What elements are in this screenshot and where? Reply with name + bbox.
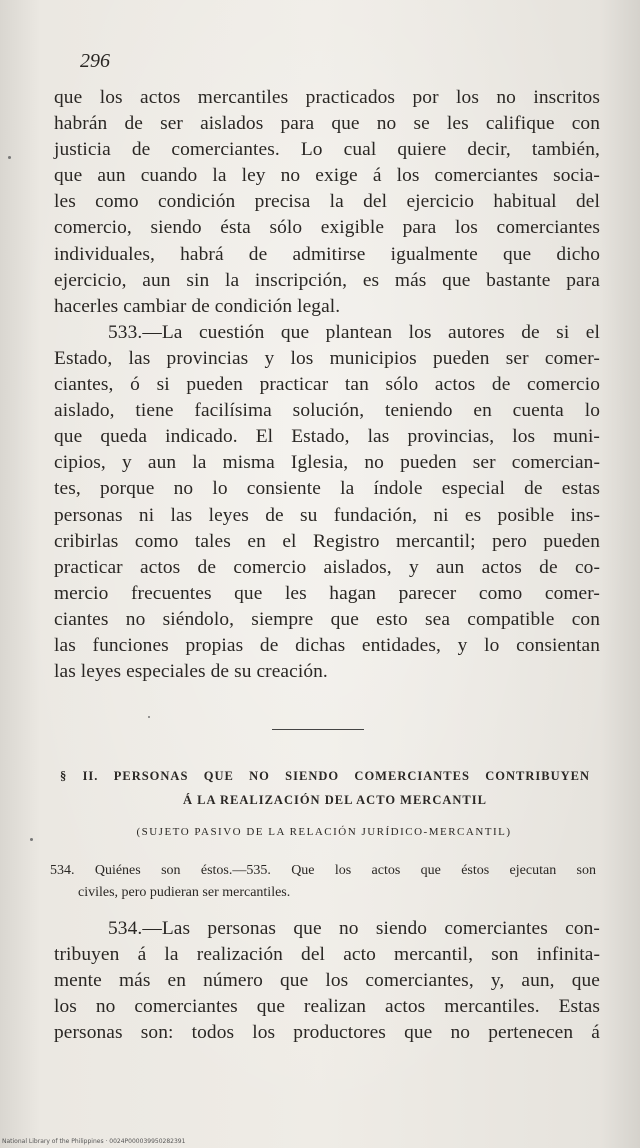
text-line: las funciones propias de dichas entidades, y lo consientan [54,634,600,656]
text-line: Estado, las provincias y los municipios pueden ser comer- [54,347,600,369]
text-line: los no comerciantes que realizan actos mercantiles. Estas [54,996,600,1018]
text-line: cipios, y aun la misma Iglesia, no pueden ser comercian- [54,452,600,474]
scan-speck [148,716,150,718]
text-line: que aun cuando la ley no exige á los comerciantes socia- [54,165,600,187]
section-heading-line: Á LA REALIZACIÓN DEL ACTO MERCANTIL [183,793,487,807]
digitization-credit: National Library of the Philippines · 0024P000039950282391 [2,1138,186,1145]
summary-line: 534. Quiénes son éstos.—535. Que los actos que éstos ejecutan son [50,863,596,878]
text-line: tes, porque no lo consiente la índole especial de estas [54,478,600,500]
section-heading [60,764,590,812]
text-line: que queda indicado. El Estado, las provincias, los muni- [54,426,600,448]
section-heading-line: § II. PERSONAS QUE NO SIENDO COMERCIANTES CONTRIBUYEN [60,769,590,783]
paragraph-533-start: 533.—La cuestión que plantean los autores de si el [108,321,600,343]
text-line: tribuyen á la realización del acto mercantil, son infinita- [54,944,600,966]
text-line: comercio, siendo ésta sólo exigible para los comerciantes [54,217,600,239]
text-line: les como condición precisa la del ejercicio habitual del [54,191,600,213]
text-line: habrán de ser aislados para que no se les califique con [54,113,600,135]
page-number: 296 [80,50,110,72]
text-line: las leyes especiales de su creación. [54,661,328,683]
text-line: ejercicio, aun sin la inscripción, es más que bastante para [54,269,600,291]
summary-line: civiles, pero pudieran ser mercantiles. [78,885,291,900]
paragraph-534-start: 534.—Las personas que no siendo comerciantes con- [108,918,600,939]
scan-speck [8,156,11,159]
section-subheading: (SUJETO PASIVO DE LA RELACIÓN JURÍDICO-MERCANTIL) [136,826,512,838]
text-line: mente más en número que los comerciantes, y, aun, que [54,970,600,992]
text-line: cribirlas como tales en el Registro mercantil; pero pueden [54,530,600,552]
text-line: personas son: todos los productores que no pertenecen á [54,1022,600,1044]
text-line: ciantes, ó si pueden practicar tan sólo actos de comercio [54,374,600,396]
text-line: justicia de comerciantes. Lo cual quiere decir, también, [54,139,600,161]
text-line: personas ni las leyes de su fundación, ni es posible ins- [54,504,600,526]
paragraph-534 [54,916,600,1046]
section-summary [50,860,596,904]
scan-speck [30,838,33,841]
section-divider [272,729,364,730]
text-line: individuales, habrá de admitirse igualmente que dicho [54,243,600,265]
body-text [54,85,600,685]
text-line: que los actos mercantiles practicados por los no inscritos [54,87,600,108]
text-line: mercio frecuentes que les hagan parecer como comer- [54,582,600,604]
text-line: practicar actos de comercio aislados, y aun actos de co- [54,556,600,578]
text-line: ciantes no siéndolo, siempre que esto sea compatible con [54,608,600,630]
text-line: hacerles cambiar de condición legal. [54,295,341,317]
text-line: aislado, tiene facilísima solución, teniendo en cuenta lo [54,400,600,422]
